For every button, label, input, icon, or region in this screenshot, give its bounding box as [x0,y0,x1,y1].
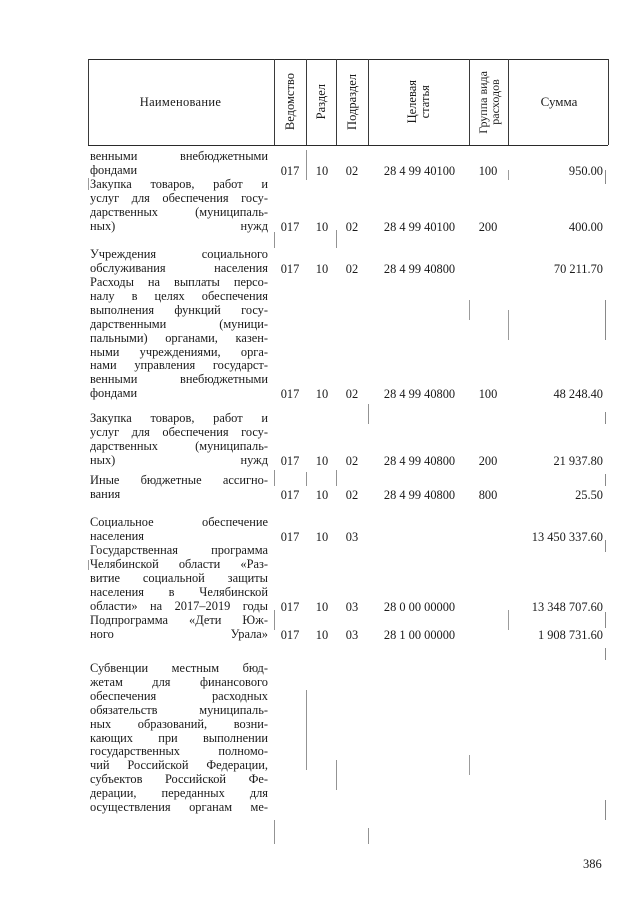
col-sep-left-frag2 [88,560,89,570]
row-celevaya: 28 4 99 40100 [383,163,456,178]
header-celevaya [369,59,469,145]
word: социального [201,248,268,261]
row-name [90,248,268,276]
word: витие [90,571,121,585]
col-sep-6 [508,59,509,145]
row-celevaya: 28 4 99 40800 [383,387,456,402]
row-name [90,614,268,642]
header-vedomstvo-text: Ведомство [282,73,297,131]
word: финансового [199,675,268,689]
col-sep-6-frag [508,170,509,180]
word: Социальное [90,516,154,529]
row-vedomstvo: 017 [280,453,300,468]
header-gruppa-text: Группа вида расходов [476,70,502,134]
word: субъектов [90,773,143,787]
row-podrazdel: 03 [345,599,359,614]
col-sep-4-frag [368,404,369,424]
col-sep-4-frag2 [368,828,369,844]
row-podrazdel: 02 [345,487,359,502]
word: и [261,178,268,191]
word: венными [90,150,138,163]
word: государст- [212,359,268,373]
row-gruppa: 200 [478,219,498,234]
word: венными [90,373,138,387]
row-vedomstvo: 017 [280,387,300,402]
word: Российской [127,759,189,773]
word: нами [90,359,117,373]
row-name [90,276,268,401]
row-name-line: ного Урала» [90,627,268,641]
word: (муниципаль- [195,439,268,453]
header-bottom-rule [88,145,608,146]
row-name-line [90,290,268,304]
word: целях [154,289,185,303]
col-sep-right-frag8 [605,800,606,820]
word: социальной [142,571,205,585]
word: услуг [90,191,120,205]
word: «Раз- [240,557,268,571]
col-sep-3-frag [336,230,337,248]
row-name [90,662,268,815]
row-name-line [90,773,268,787]
row-name [90,412,268,468]
word: Закупка [90,178,132,191]
word: «Дети [189,614,222,627]
header-vedomstvo [275,59,305,145]
row-name-line: фондами [90,387,138,401]
word: ассигно- [222,474,268,487]
col-sep-3-frag2 [336,470,337,486]
col-sep-2 [306,59,307,145]
row-razdel: 10 [315,387,329,402]
word: Закупка [90,412,132,425]
row-summa: 950.00 [568,163,603,178]
word: Подпрограмма [90,614,168,627]
col-sep-right-frag [605,170,606,184]
row-razdel: 10 [315,219,329,234]
header-gruppa [470,59,508,145]
col-sep-1-frag3 [274,610,275,630]
col-sep-2-frag [306,150,307,180]
row-name-line [90,304,268,318]
word: выполнении [202,731,268,745]
word: внебюджетными [180,150,268,163]
row-summa: 13 348 707.60 [531,599,603,614]
row-name-line [90,759,268,773]
col-sep-2-frag3 [306,690,307,770]
row-razdel: 10 [315,163,329,178]
row-name [90,544,268,614]
row-celevaya: 28 4 99 40800 [383,261,456,276]
word: бюджетные [140,474,202,487]
row-vedomstvo: 017 [280,627,300,642]
row-summa: 21 937.80 [553,453,603,468]
row-razdel: 10 [315,627,329,642]
col-sep-1-frag2 [274,470,275,486]
row-name-line [90,676,268,690]
word: населения [90,585,144,599]
word: для [249,787,268,801]
row-name-line [90,690,268,704]
header-summa-text: Сумма [540,94,578,109]
row-name-line [90,474,268,488]
word: полномо- [218,745,268,759]
row-name-line [90,440,268,454]
word: функций [174,303,221,317]
word: Расходы [90,276,134,289]
row-name-line: ных) нужд [90,453,268,467]
row-name-line [90,718,268,732]
row-name [90,474,268,502]
word: дерации, [90,787,137,801]
word: пальными) [90,331,148,345]
row-name-line [90,662,268,676]
row-gruppa: 100 [478,163,498,178]
word: защиты [227,571,268,585]
row-gruppa: 200 [478,453,498,468]
word: в [131,289,138,303]
row-razdel: 10 [315,453,329,468]
word: Юж- [242,614,268,627]
word: работ [213,178,243,191]
word: для [131,425,150,439]
word: госу- [241,425,268,439]
row-vedomstvo: 017 [280,163,300,178]
row-summa: 13 450 337.60 [531,529,603,544]
word: товаров, [150,412,195,425]
page-number: 386 [583,857,602,871]
word: (муници- [219,317,268,331]
word: кающих [90,731,133,745]
word: Челябинской [90,557,159,571]
word: дарственными [90,317,167,331]
col-sep-3 [336,59,337,145]
word: (муниципаль- [195,205,268,219]
word: услуг [90,425,120,439]
header-name-text: Наименование [139,94,222,109]
word: возни- [233,717,268,731]
row-vedomstvo: 017 [280,219,300,234]
row-name-line [90,558,268,572]
header-name [88,59,273,145]
row-celevaya: 28 1 00 00000 [383,627,456,642]
row-name-line [90,426,268,440]
row-podrazdel: 02 [345,261,359,276]
row-name-line [90,192,268,206]
word: жетам [90,675,123,689]
word: учреждениями, [139,345,221,359]
row-name-line [90,346,268,360]
word: Российской [164,773,227,787]
col-sep-right-frag6 [605,612,606,628]
row-name [90,178,268,234]
word: программа [211,544,268,557]
word: образований, [137,717,208,731]
row-podrazdel: 03 [345,529,359,544]
row-name-line: осуществления органам ме- [90,801,268,815]
word: Фе- [248,773,268,787]
word: муниципаль- [199,703,268,717]
word: Иные [90,474,120,487]
row-name [90,150,268,178]
row-vedomstvo: 017 [280,599,300,614]
header-razdel-text: Раздел [313,84,328,120]
word: управления [134,359,196,373]
row-name-line [90,178,268,192]
word: при [158,731,178,745]
header-summa [510,59,608,145]
row-name-line: населения [90,529,144,543]
row-podrazdel: 03 [345,627,359,642]
row-name-line [90,704,268,718]
header-razdel [307,59,335,145]
word: Челябинской [199,585,268,599]
row-podrazdel: 02 [345,387,359,402]
word: внебюджетными [180,373,268,387]
word: Государственная [90,544,178,557]
row-celevaya: 28 4 99 40800 [383,453,456,468]
word: бюд- [242,662,268,675]
word: обеспечения [201,289,268,303]
word: для [131,191,150,205]
row-name-line [90,248,268,262]
col-sep-right-frag5 [605,540,606,552]
row-summa: 400.00 [568,219,603,234]
col-sep-6-frag2 [508,310,509,340]
col-sep-right-frag3 [605,412,606,424]
row-celevaya: 28 4 99 40100 [383,219,456,234]
row-razdel: 10 [315,487,329,502]
row-name-line [90,572,268,586]
row-name-line [90,614,268,628]
row-name-line: ных) нужд [90,219,268,233]
word: обеспечения [162,425,229,439]
row-podrazdel: 02 [345,219,359,234]
row-vedomstvo: 017 [280,487,300,502]
row-razdel: 10 [315,529,329,544]
row-name-line [90,787,268,801]
word: расходных [211,689,268,703]
col-sep-1 [274,59,275,145]
word: области [178,557,221,571]
col-sep-4 [368,59,369,145]
row-razdel: 10 [315,261,329,276]
row-summa: 1 908 731.60 [537,627,603,642]
word: и [261,412,268,425]
word: переданных [161,787,225,801]
word: обязательств [90,703,158,717]
row-gruppa: 100 [478,387,498,402]
row-name [90,516,268,544]
row-name-line: области» на 2017–2019 годы [90,599,268,613]
word: чий [90,759,110,773]
col-sep-left [88,59,89,145]
word: местным [171,662,220,675]
header-podrazdel [337,59,367,145]
col-sep-right-frag2 [605,300,606,340]
word: работ [213,412,243,425]
col-sep-1-frag4 [274,820,275,844]
row-name-line [90,206,268,220]
col-sep-3-frag3 [336,760,337,790]
row-name-line [90,359,268,373]
word: персо- [233,276,268,289]
col-sep-2-frag2 [306,472,307,486]
word: казен- [235,331,268,345]
word: Учреждения [90,248,157,261]
word: органами, [165,331,218,345]
word: государственных [90,745,181,759]
row-name-line [90,332,268,346]
word: орга- [240,345,268,359]
word: ными [90,345,120,359]
row-name-line: фондами [90,163,138,177]
row-name-line [90,544,268,558]
word: дарственных [90,439,158,453]
header-celevaya-text: Целевая статья [405,80,432,124]
word: ных [90,717,112,731]
row-razdel: 10 [315,599,329,614]
row-name-line [90,732,268,746]
word: выплаты [173,276,220,289]
row-name-line [90,745,268,759]
col-sep-5-frag [469,300,470,320]
row-podrazdel: 02 [345,453,359,468]
col-sep-5 [469,59,470,145]
row-vedomstvo: 017 [280,261,300,276]
word: в [168,585,175,599]
row-summa: 48 248.40 [553,387,603,402]
word: Федерации, [206,759,268,773]
row-podrazdel: 02 [345,163,359,178]
word: госу- [241,303,268,317]
row-celevaya: 28 4 99 40800 [383,487,456,502]
word: на [147,276,161,289]
row-vedomstvo: 017 [280,529,300,544]
col-sep-left-frag [88,178,89,190]
row-name-line [90,373,268,387]
row-name-line [90,150,268,164]
row-summa: 25.50 [575,487,603,502]
header-podrazdel-text: Подраздел [344,74,359,130]
word: Субвенции [90,662,149,675]
word: госу- [241,191,268,205]
row-name-line [90,516,268,530]
row-name-line [90,412,268,426]
word: для [152,675,171,689]
row-name-line [90,586,268,600]
row-summa: 70 211.70 [553,261,603,276]
word: налу [90,289,115,303]
row-name-line [90,276,268,290]
word: обеспечения [162,191,229,205]
word: выполнения [90,303,155,317]
word: дарственных [90,205,158,219]
col-sep-1-frag [274,232,275,248]
col-sep-right-frag4 [605,474,606,486]
row-name-line: обслуживания населения [90,261,268,275]
word: обеспечения [90,689,157,703]
row-gruppa: 800 [478,487,498,502]
row-name-line [90,318,268,332]
col-sep-6-frag3 [508,610,509,630]
word: обеспечение [202,516,268,529]
word: товаров, [150,178,195,191]
col-sep-5-frag2 [469,755,470,775]
col-sep-right [608,59,609,145]
row-name-line: вания [90,487,121,501]
col-sep-right-frag7 [605,648,606,660]
row-celevaya: 28 0 00 00000 [383,599,456,614]
